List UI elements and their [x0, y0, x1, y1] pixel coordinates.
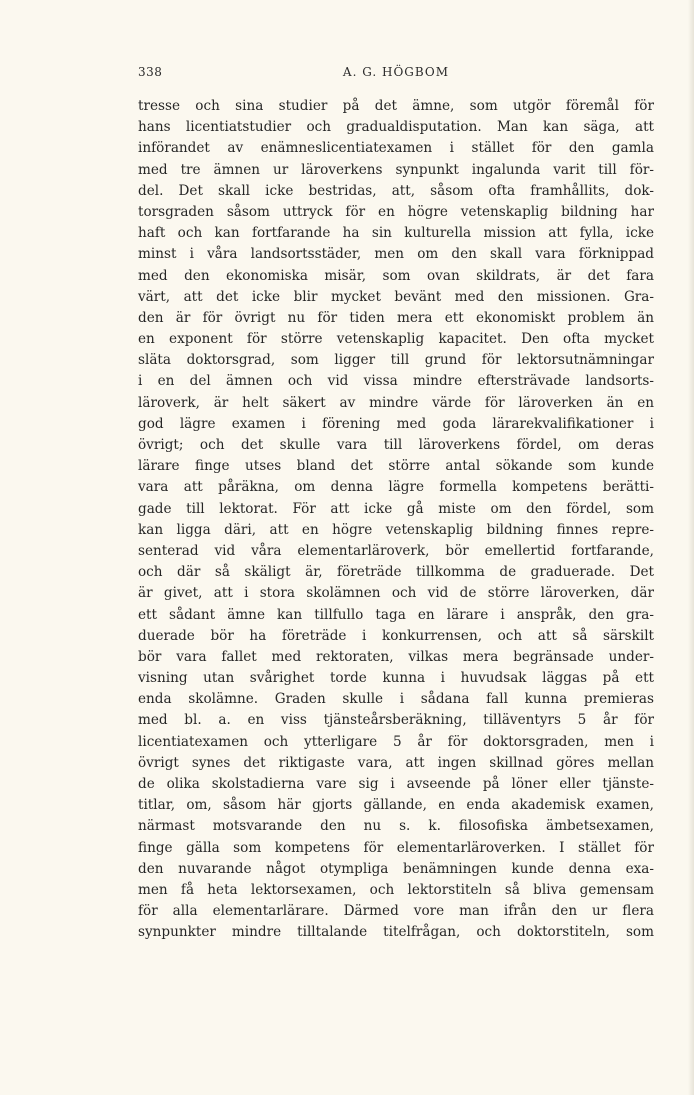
- text-line: lärare finge utses bland det större antal sökande som kunde: [138, 458, 654, 475]
- text-line: gade till lektorat. För att icke gå miste om den fördel, som: [138, 500, 654, 517]
- text-line: kan ligga däri, att en högre vetenskaplig bildning finnes repre-: [138, 521, 654, 538]
- text-line: finge gälla som kompetens för elementarläroverken. I stället för: [138, 839, 654, 856]
- text-line: duerade bör ha företräde i konkurrensen, och att så särskilt: [138, 627, 654, 644]
- text-line: och där så skäligt är, företräde tillkomma de graduerade. Det: [138, 564, 654, 581]
- text-line: ett sådant ämne kan tillfullo taga en lärare i anspråk, den gra-: [138, 606, 654, 623]
- text-line: hans licentiatstudier och gradualdisputation. Man kan säga, att: [138, 119, 654, 136]
- text-line: licentiatexamen och ytterligare 5 år för doktorsgraden, men i: [138, 733, 654, 750]
- text-line: släta doktorsgrad, som ligger till grund för lektorsutnämningar: [138, 352, 654, 369]
- text-line: enda skolämne. Graden skulle i sådana fall kunna premieras: [138, 691, 654, 708]
- text-line: läroverk, är helt säkert av mindre värde för läroverken än en: [138, 394, 654, 411]
- text-line: i en del ämnen och vid vissa mindre eftersträvade landsorts-: [138, 373, 654, 390]
- text-line: en exponent för större vetenskaplig kapacitet. Den ofta mycket: [138, 331, 654, 348]
- text-line: tresse och sina studier på det ämne, som utgör föremål för: [138, 98, 654, 114]
- text-line: övrigt synes det riktigaste vara, att ingen skillnad göres mellan: [138, 754, 654, 771]
- text-line: med den ekonomiska misär, som ovan skildrats, är det fara: [138, 267, 654, 284]
- text-line: god lägre examen i förening med goda lärarekvalifikationer i: [138, 415, 654, 432]
- text-line: men få heta lektorsexamen, och lektorstiteln så bliva gemensam: [138, 881, 654, 898]
- text-line: bör vara fallet med rektoraten, vilkas mera begränsade under-: [138, 648, 654, 665]
- text-line: är givet, att i stora skolämnen och vid de större läroverken, där: [138, 585, 654, 602]
- running-head: [138, 62, 654, 86]
- text-line: med bl. a. en viss tjänsteårsberäkning, tilläventyrs 5 år för: [138, 712, 654, 729]
- running-title: A. G. HÖGBOM: [342, 65, 450, 79]
- body-text: [138, 96, 654, 944]
- text-line: med tre ämnen ur läroverkens synpunkt ingalunda varit till för-: [138, 161, 654, 178]
- text-line: haft och kan fortfarande ha sin kulturella mission att fylla, icke: [138, 225, 654, 242]
- text-line: torsgraden såsom uttryck för en högre vetenskaplig bildning har: [138, 203, 654, 220]
- text-line: närmast motsvarande den nu s. k. filosofiska ämbetsexamen,: [138, 818, 654, 835]
- text-line: del. Det skall icke bestridas, att, såsom ofta framhållits, dok-: [138, 182, 654, 199]
- text-line: minst i våra landsortsstäder, men om den skall vara förknippad: [138, 246, 654, 263]
- text-line: värt, att det icke blir mycket bevänt med den missionen. Gra-: [138, 288, 654, 305]
- text-line: titlar, om, såsom här gjorts gällande, en enda akademisk examen,: [138, 797, 654, 814]
- text-line: senterad vid våra elementarläroverk, bör emellertid fortfarande,: [138, 542, 654, 559]
- text-line: den nuvarande något otympliga benämningen kunde denna exa-: [138, 860, 654, 877]
- text-line: vara att påräkna, om denna lägre formella kompetens berätti-: [138, 479, 654, 496]
- text-line: övrigt; och det skulle vara till läroverkens fördel, om deras: [138, 437, 654, 453]
- text-line: synpunkter mindre tilltalande titelfrågan, och doktorstiteln, som: [138, 924, 654, 941]
- text-line: införandet av enämneslicentiatexamen i stället för den gamla: [138, 140, 654, 157]
- text-line: de olika skolstadierna vare sig i avseende på löner eller tjänste-: [138, 776, 654, 792]
- page-edge-shadow: [688, 0, 694, 1095]
- text-line: den är för övrigt nu för tiden mera ett ekonomiskt problem än: [138, 309, 654, 326]
- text-line: visning utan svårighet torde kunna i huvudsak läggas på ett: [138, 670, 654, 687]
- page-number: 338: [138, 65, 163, 79]
- text-line: för alla elementarlärare. Därmed vore man ifrån den ur flera: [138, 903, 654, 920]
